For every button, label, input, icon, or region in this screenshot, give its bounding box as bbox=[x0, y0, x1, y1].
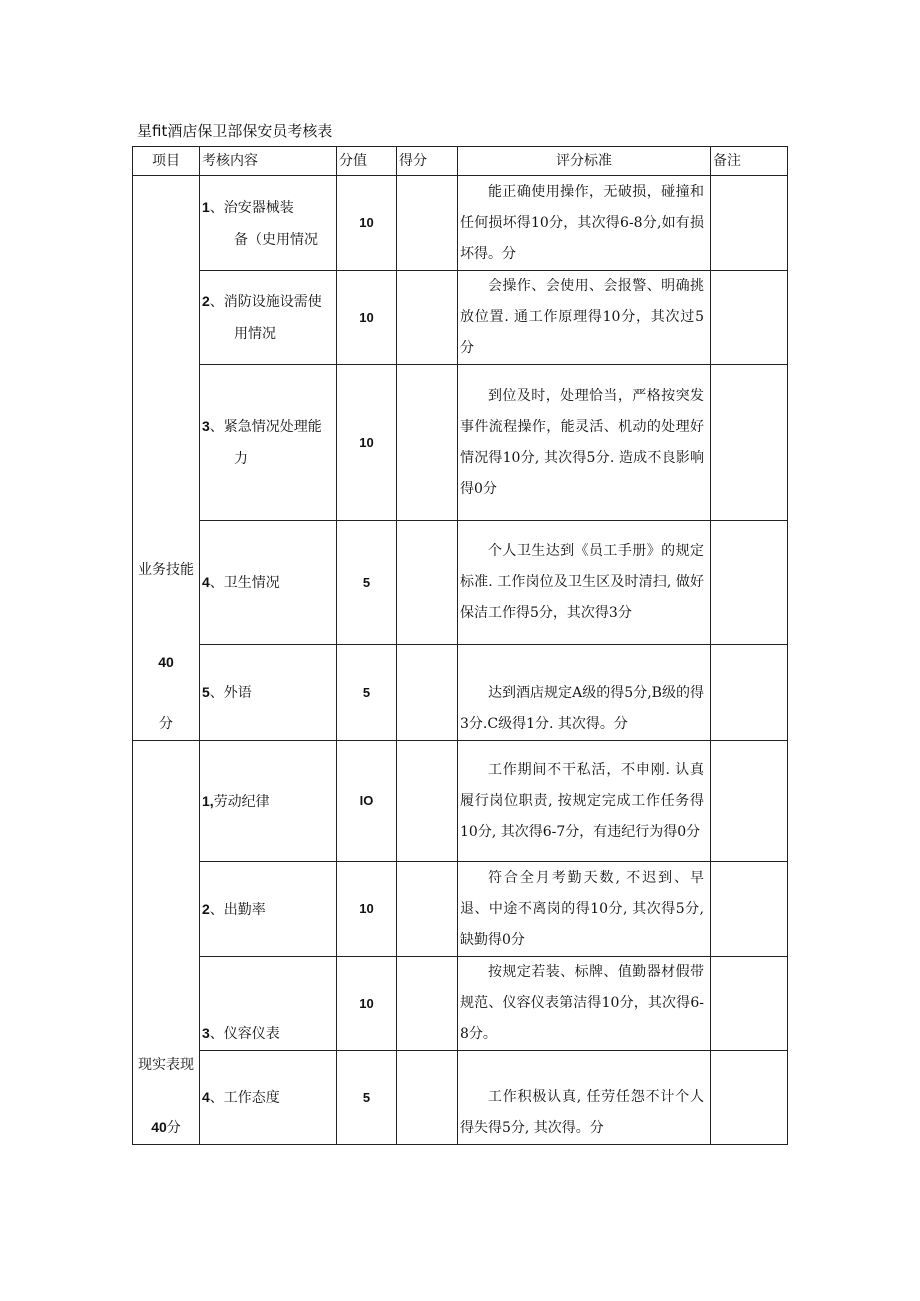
header-got: 得分 bbox=[397, 147, 458, 176]
remark-cell[interactable] bbox=[711, 271, 788, 365]
content-line: 、仪容仪表 bbox=[209, 1026, 280, 1042]
section-points-unit: 分 bbox=[166, 1120, 181, 1136]
row-number: 5 bbox=[202, 684, 210, 700]
table-row bbox=[133, 365, 788, 521]
criteria-text: 按规定若装、标牌、值勤器材假带规范、仪容仪表第洁得10分，其次得6-8分。 bbox=[460, 964, 704, 1042]
spacer bbox=[133, 678, 199, 708]
content-line: 力 bbox=[234, 451, 248, 467]
header-criteria: 评分标准 bbox=[458, 147, 711, 176]
content-line: 、紧急情况处理能 bbox=[209, 419, 322, 435]
header-score: 分值 bbox=[337, 147, 397, 176]
got-cell[interactable] bbox=[397, 862, 458, 957]
row-number: 3 bbox=[202, 1025, 210, 1041]
score-cell: 10 bbox=[337, 271, 397, 365]
content-cell bbox=[200, 365, 337, 521]
content-cell bbox=[200, 271, 337, 365]
criteria-cell bbox=[458, 957, 711, 1051]
assessment-table bbox=[132, 146, 788, 1145]
header-content: 考核内容 bbox=[200, 147, 337, 176]
remark-cell[interactable] bbox=[711, 957, 788, 1051]
criteria-cell bbox=[458, 176, 711, 271]
score-cell: 10 bbox=[337, 862, 397, 957]
remark-cell[interactable] bbox=[711, 521, 788, 645]
row-number: 2 bbox=[202, 293, 210, 309]
content-line: 、消防设施设需使 bbox=[209, 294, 322, 310]
table-row bbox=[133, 1051, 788, 1145]
row-number: 4 bbox=[202, 1089, 210, 1105]
remark-cell[interactable] bbox=[711, 862, 788, 957]
content-cell bbox=[200, 862, 337, 957]
score-cell: IO bbox=[337, 741, 397, 862]
criteria-cell bbox=[458, 365, 711, 521]
criteria-cell bbox=[458, 521, 711, 645]
content-line: 、外语 bbox=[209, 685, 252, 701]
section-cell-skills bbox=[133, 176, 200, 741]
criteria-cell bbox=[458, 862, 711, 957]
score-cell: 10 bbox=[337, 365, 397, 521]
got-cell[interactable] bbox=[397, 741, 458, 862]
got-cell[interactable] bbox=[397, 645, 458, 741]
content-cell bbox=[200, 521, 337, 645]
score-cell: 5 bbox=[337, 1051, 397, 1145]
got-cell[interactable] bbox=[397, 521, 458, 645]
section-points: 40 bbox=[158, 654, 174, 670]
criteria-text: 工作积极认真, 任劳任怨不计个人得失得5分, 其次得。分 bbox=[460, 1089, 704, 1136]
criteria-text: 达到酒店规定A级的得5分,B级的得3分.C级得1分. 其次得。分 bbox=[460, 685, 704, 732]
got-cell[interactable] bbox=[397, 176, 458, 271]
section-cell-performance bbox=[133, 741, 200, 1145]
content-line: 、工作态度 bbox=[209, 1090, 280, 1106]
content-line: 用情况 bbox=[234, 326, 276, 342]
header-remark: 备注 bbox=[711, 147, 788, 176]
row-number: 1, bbox=[202, 792, 214, 809]
remark-cell[interactable] bbox=[711, 741, 788, 862]
row-number: 4 bbox=[202, 574, 210, 590]
content-cell bbox=[200, 645, 337, 741]
got-cell[interactable] bbox=[397, 365, 458, 521]
content-line: 、治安器械装 bbox=[209, 199, 294, 216]
criteria-text: 符合全月考勤天数, 不迟到、早退、中途不离岗的得10分, 其次得5分, 缺勤得0分 bbox=[460, 869, 704, 948]
remark-cell[interactable] bbox=[711, 1051, 788, 1145]
criteria-cell bbox=[458, 271, 711, 365]
score-cell: 5 bbox=[337, 521, 397, 645]
got-cell[interactable] bbox=[397, 957, 458, 1051]
criteria-cell bbox=[458, 645, 711, 741]
row-number: 3 bbox=[202, 418, 210, 434]
content-cell bbox=[200, 176, 337, 271]
form-title: 星fit酒店保卫部保安员考核表 bbox=[137, 122, 333, 140]
criteria-text: 会操作、会使用、会报警、明确挑放位置. 通工作原理得10分，其次过5分 bbox=[460, 278, 704, 356]
header-item: 项目 bbox=[133, 147, 200, 176]
section-name: 现实表现 bbox=[138, 1057, 194, 1073]
table-row bbox=[133, 741, 788, 862]
table-row bbox=[133, 957, 788, 1051]
table-row bbox=[133, 176, 788, 271]
remark-cell[interactable] bbox=[711, 176, 788, 271]
row-number: 2 bbox=[202, 900, 210, 917]
content-cell bbox=[200, 1051, 337, 1145]
content-line: 、出勤率 bbox=[209, 901, 266, 918]
table-row bbox=[133, 521, 788, 645]
section-name: 业务技能 bbox=[138, 562, 194, 578]
score-cell: 5 bbox=[337, 645, 397, 741]
score-cell: 10 bbox=[337, 176, 397, 271]
got-cell[interactable] bbox=[397, 271, 458, 365]
criteria-text: 个人卫生达到《员工手册》的规定标准. 工作岗位及卫生区及时清扫, 做好保洁工作得5分，其次得3分 bbox=[460, 543, 704, 621]
table-row bbox=[133, 645, 788, 741]
got-cell[interactable] bbox=[397, 1051, 458, 1145]
content-cell bbox=[200, 741, 337, 862]
spacer bbox=[133, 586, 199, 646]
criteria-text: 工作期间不干私活，不申刚. 认真履行岗位职责, 按规定完成工作任务得10分, 其次得6-7分，有违纪行为得0分 bbox=[460, 761, 704, 840]
content-line: 备（史用情况 bbox=[234, 231, 318, 248]
score-cell: 10 bbox=[337, 957, 397, 1051]
spacer bbox=[133, 1081, 199, 1111]
table-row bbox=[133, 862, 788, 957]
header-row bbox=[133, 147, 788, 176]
content-cell bbox=[200, 957, 337, 1051]
criteria-text: 到位及时，处理恰当，严格按突发事件流程操作，能灵活、机动的处理好情况得10分, 其次得5分. 造成不良影响得0分 bbox=[460, 387, 704, 497]
row-number: 1 bbox=[202, 198, 210, 215]
content-line: 劳动纪律 bbox=[213, 793, 270, 810]
content-line: 、卫生情况 bbox=[209, 575, 280, 591]
table-row bbox=[133, 271, 788, 365]
criteria-cell bbox=[458, 741, 711, 862]
section-points: 40 bbox=[151, 1119, 167, 1135]
criteria-text: 能正确使用操作，无破损，碰撞和任何损坏得10分，其次得6-8分,如有损坏得。分 bbox=[460, 183, 704, 262]
section-points-unit: 分 bbox=[159, 716, 173, 732]
remark-cell[interactable] bbox=[711, 645, 788, 741]
criteria-cell bbox=[458, 1051, 711, 1145]
remark-cell[interactable] bbox=[711, 365, 788, 521]
